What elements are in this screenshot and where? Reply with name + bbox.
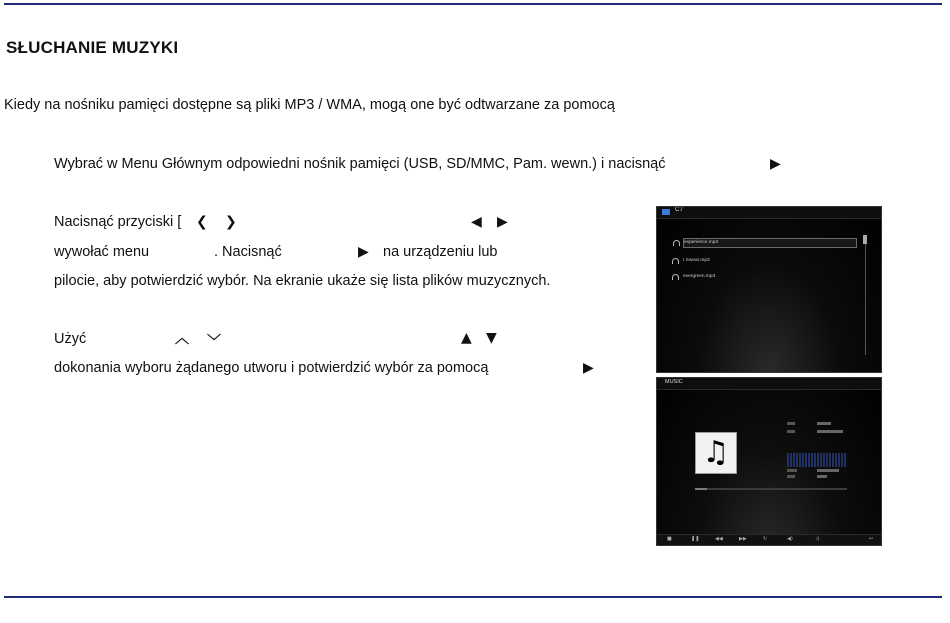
volume-icon: ◀) — [787, 536, 793, 542]
progress-fill — [695, 488, 707, 490]
player-controls — [657, 534, 881, 545]
step2-line1: Nacisnąć przyciski [ — [54, 214, 182, 230]
album-cover-icon: ♫ — [695, 432, 737, 474]
bottom-rule — [4, 596, 942, 598]
play-icon: ▶ — [770, 156, 781, 172]
folder-icon — [662, 209, 670, 215]
up-triangle-icon: ▲ — [461, 330, 472, 346]
file-row — [683, 273, 855, 281]
meta-line — [787, 475, 795, 478]
scrollbar-track — [865, 235, 866, 355]
repeat-icon: ↻ — [763, 536, 768, 542]
meta-line — [787, 422, 795, 425]
down-chevron-icon: ﹀ — [207, 334, 221, 350]
file-list-topbar — [657, 207, 881, 219]
stop-icon: ■ — [667, 536, 672, 542]
meta-line — [817, 422, 831, 425]
file-row — [683, 257, 855, 265]
progress-bar — [695, 488, 847, 490]
section-title: SŁUCHANIE MUZYKI — [6, 38, 179, 57]
headphones-icon — [672, 274, 679, 280]
left-chevron-icon: ❮ — [196, 214, 208, 230]
play-icon: ▶ — [583, 360, 594, 376]
file-list-screenshot — [656, 206, 882, 373]
prev-icon: ◀◀ — [715, 536, 723, 542]
back-icon: ↩ — [869, 536, 874, 542]
step3-line2: dokonania wyboru żądanego utworu i potwierdzić wybór za pomocą — [54, 360, 489, 376]
step2-line2-a: wywołać menu — [54, 244, 150, 260]
headphones-icon — [672, 258, 679, 264]
file-path: C:/ — [675, 207, 683, 213]
meta-line — [817, 430, 843, 433]
play-icon: ▶ — [358, 244, 369, 260]
meta-line — [817, 469, 839, 472]
headphones-icon — [673, 240, 680, 246]
step3-line1: Użyć — [54, 331, 87, 347]
next-icon: ▶▶ — [739, 536, 747, 542]
left-triangle-icon: ◀ — [471, 214, 482, 230]
player-label: MUSIC — [665, 379, 683, 385]
music-player-screenshot — [656, 377, 882, 546]
scrollbar-thumb — [863, 235, 867, 244]
intro-text: Kiedy na nośniku pamięci dostępne są pliki MP3 / WMA, mogą one być odtwarzane za pomocą — [4, 97, 615, 113]
file-row — [683, 238, 857, 248]
meta-line — [817, 475, 827, 478]
step2-line3: pilocie, aby potwierdzić wybór. Na ekranie ukaże się lista plików muzycznych. — [54, 273, 551, 289]
right-chevron-icon: ❯ — [225, 214, 237, 230]
player-topbar — [657, 378, 881, 390]
right-triangle-icon: ▶ — [497, 214, 508, 230]
meta-line — [787, 469, 797, 472]
shuffle-icon: ⤨ — [815, 536, 820, 542]
up-chevron-icon: ︿ — [175, 331, 189, 347]
step1-text: Wybrać w Menu Głównym odpowiedni nośnik pamięci (USB, SD/MMC, Pam. wewn.) i nacisnąć — [54, 156, 666, 172]
file-name: experience.mp3 — [684, 240, 719, 245]
file-name: evergreen.mp3 — [683, 274, 716, 279]
down-triangle-icon: ▼ — [486, 330, 497, 346]
step2-line2-b: . Nacisnąć — [214, 244, 282, 260]
step2-line2-c: na urządzeniu lub — [383, 244, 498, 260]
top-rule — [4, 3, 942, 5]
file-name: I Swear.mp3 — [683, 258, 710, 263]
meta-line — [787, 430, 795, 433]
pause-icon: ❚❚ — [691, 536, 700, 542]
audio-visualizer — [787, 453, 847, 467]
